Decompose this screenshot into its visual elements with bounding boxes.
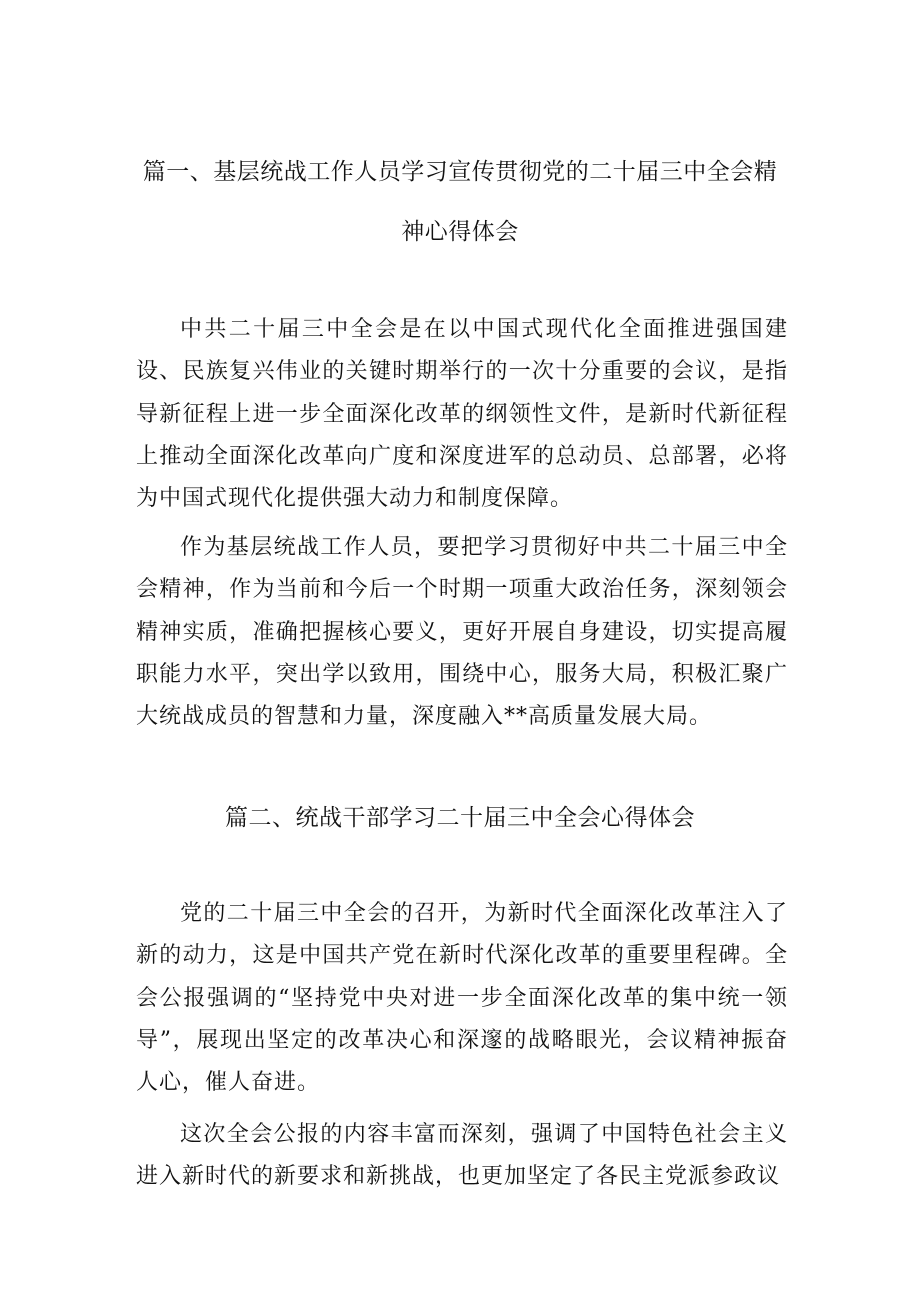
section-1-paragraph-1: 中共二十届三中全会是在以中国式现代化全面推进强国建设、民族复兴伟业的关键时期举行的一次十分重要的会议，是指导新征程上进一步全面深化改革的纲领性文件，是新时代新征程上推动全面深化改革向广度和深度进军的总动员、总部署，必将为中国式现代化提供强大动力和制度保障。 — [136, 317, 788, 512]
section-2-paragraph-1: 党的二十届三中全会的召开，为新时代全面深化改革注入了新的动力，这是中国共产党在新时代深化改革的重要里程碑。全会公报强调的“坚持党中央对进一步全面深化改革的集中统一领导”，展现出坚定的改革决心和深邃的战略眼光，会议精神振奋人心，催人奋进。 — [136, 901, 788, 1096]
section-1-paragraph-2: 作为基层统战工作人员，要把学习贯彻好中共二十届三中全会精神，作为当前和今后一个时期一项重大政治任务，深刻领会精神实质，准确把握核心要义，更好开展自身建设，切实提高履职能力水平，突出学以致用，围绕中心，服务大局，积极汇聚广大统战成员的智慧和力量，深度融入**高质量发展大局。 — [136, 535, 788, 730]
section-2-paragraph-2: 这次全会公报的内容丰富而深刻，强调了中国特色社会主义进入新时代的新要求和新挑战，也更加坚定了各民主党派参政议 — [136, 1122, 788, 1190]
section-1-title: 篇一、基层统战工作人员学习宣传贯彻党的二十届三中全会精神心得体会 — [142, 159, 778, 245]
section-2-title: 篇二、统战干部学习二十届三中全会心得体会 — [225, 805, 695, 831]
